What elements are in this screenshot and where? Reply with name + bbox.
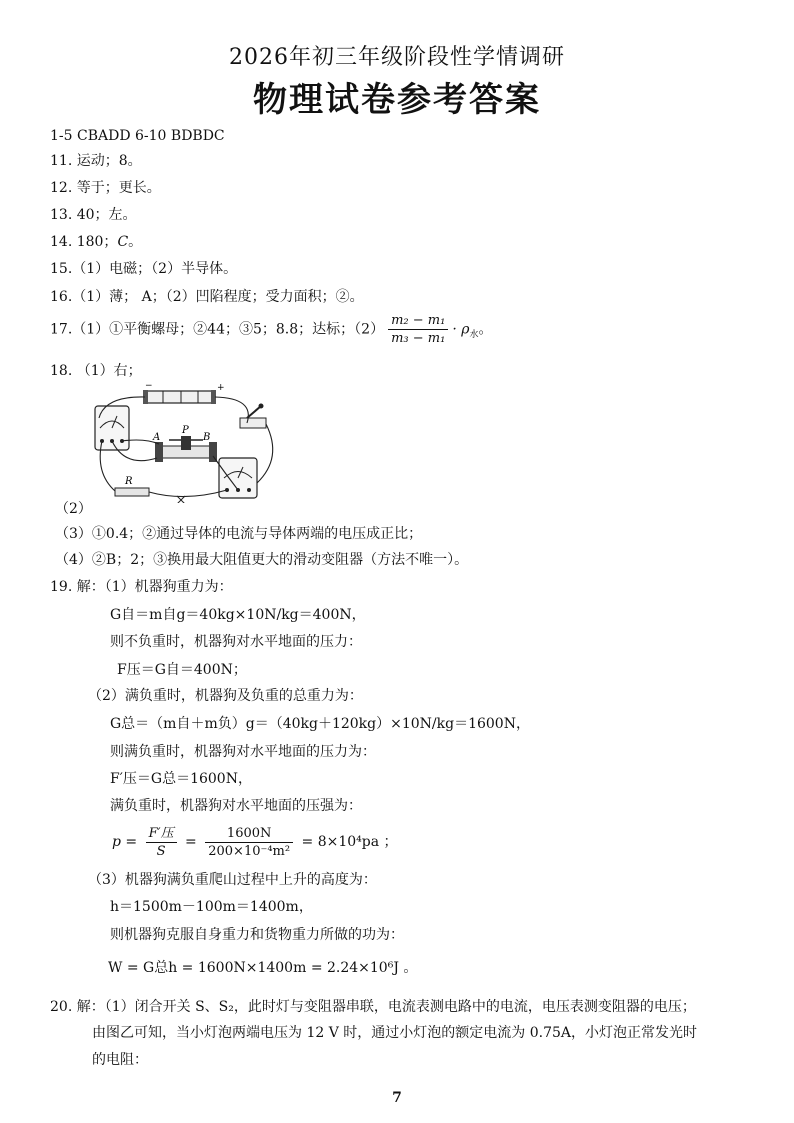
pressure-symbol: p = — [112, 834, 138, 850]
answer-17-end: 。 — [478, 321, 493, 338]
answer-14-end: 。 — [128, 234, 143, 250]
answer-19-intro: 19. 解：（1）机器狗重力为： — [50, 579, 233, 595]
answer-19-line11: h＝1500m－100m＝1400m， — [110, 899, 313, 915]
answer-18-3: （3）①0.4；②通过导体的电流与导体两端的电压成正比； — [55, 526, 423, 542]
answer-17 — [50, 312, 492, 347]
answer-20-line2: 由图乙可知，当小灯泡两端电压为 12 V 时，通过小灯泡的额定电流为 0.75A，小灯泡正常发光时 — [92, 1025, 698, 1041]
pressure-fraction-1 — [146, 825, 177, 860]
answer-19-line3: F压＝G自＝400N； — [117, 662, 247, 678]
rho-subscript: 水 — [469, 329, 479, 340]
answer-17-text: 17.（1）①平衡螺母；②44；③5；8.8；达标；（2） — [50, 321, 385, 338]
density-fraction — [388, 312, 448, 347]
work-equation: W = G总h = 1600N×1400m = 2.24×10⁶J 。 — [108, 960, 418, 976]
answer-19-line7: F′压＝G总＝1600N， — [110, 771, 252, 787]
exam-title: 2026年初三年级阶段性学情调研 — [229, 45, 565, 70]
label-r: R — [125, 476, 133, 487]
answer-19-line2: 则不负重时，机器狗对水平地面的压力： — [110, 634, 362, 650]
ammeter-icon — [219, 458, 257, 498]
fraction-numerator: m₂ − m₁ — [388, 312, 448, 330]
fraction-denominator: m₃ − m₁ — [391, 331, 446, 346]
answer-19-line8: 满负重时，机器狗对水平地面的压强为： — [110, 798, 362, 814]
switch-icon — [240, 404, 266, 429]
answer-15: 15.（1）电磁；（2）半导体。 — [50, 261, 238, 277]
voltmeter-icon — [95, 406, 129, 450]
label-b: B — [203, 432, 211, 443]
battery-plus: + — [217, 383, 225, 393]
rho-symbol: · ρ — [452, 321, 470, 338]
mc-answers: 1-5 CBADD 6-10 BDBDC — [50, 128, 225, 144]
page-number: 7 — [392, 1090, 402, 1106]
answer-18-2: （2） — [55, 501, 92, 517]
answer-11: 11. 运动；8。 — [50, 153, 142, 169]
answer-14 — [50, 232, 142, 252]
battery-icon — [143, 390, 216, 404]
label-p: P — [182, 425, 189, 436]
answer-19-line4: （2）满负重时，机器狗及负重的总重力为： — [88, 688, 363, 704]
answer-16: 16.（1）薄； A；（2）凹陷程度；受力面积；②。 — [50, 289, 364, 305]
answer-13: 13. 40；左。 — [50, 207, 137, 223]
answer-14-text: 14. 180； — [50, 234, 118, 250]
pressure-fraction-2 — [205, 825, 293, 860]
circuit-diagram — [85, 378, 285, 503]
answer-20-line3: 的电阻： — [92, 1052, 148, 1068]
pressure-num-1: F′压 — [146, 825, 177, 843]
answer-20-line1: 20. 解：（1）闭合开关 S、S₂，此时灯与变阻器串联，电流表测电路中的电流，电压表测变阻器的电压； — [50, 999, 696, 1015]
answer-19-line6: 则满负重时，机器狗对水平地面的压力为： — [110, 744, 376, 760]
pressure-num-2: 1600N — [205, 825, 293, 843]
answer-12: 12. 等于；更长。 — [50, 180, 161, 196]
answer-key-title: 物理试卷参考答案 — [253, 80, 541, 120]
equals-sign: = — [185, 834, 197, 850]
pressure-den-1: S — [156, 843, 166, 859]
pressure-den-2: 200×10⁻⁴m² — [208, 843, 291, 859]
answer-19-line12: 则机器狗克服自身重力和货物重力所做的功为： — [110, 927, 404, 943]
answer-14-var: C — [117, 234, 129, 250]
answer-19-line1: G自＝m自g＝40kg×10N/kg＝400N， — [110, 607, 366, 623]
answer-18-1: 18. （1）右； — [50, 363, 142, 379]
battery-minus: − — [145, 381, 153, 391]
pressure-result: = 8×10⁴pa ； — [301, 834, 398, 850]
resistor-icon — [115, 488, 149, 496]
answer-19-line5: G总＝（m自＋m负）g＝（40kg＋120kg）×10N/kg＝1600N， — [110, 716, 530, 732]
pressure-equation — [112, 822, 398, 862]
label-a: A — [153, 432, 161, 443]
answer-18-4: （4）②B；2；③换用最大阻值更大的滑动变阻器（方法不唯一）。 — [55, 552, 469, 568]
answer-19-line10: （3）机器狗满负重爬山过程中上升的高度为： — [88, 872, 377, 888]
